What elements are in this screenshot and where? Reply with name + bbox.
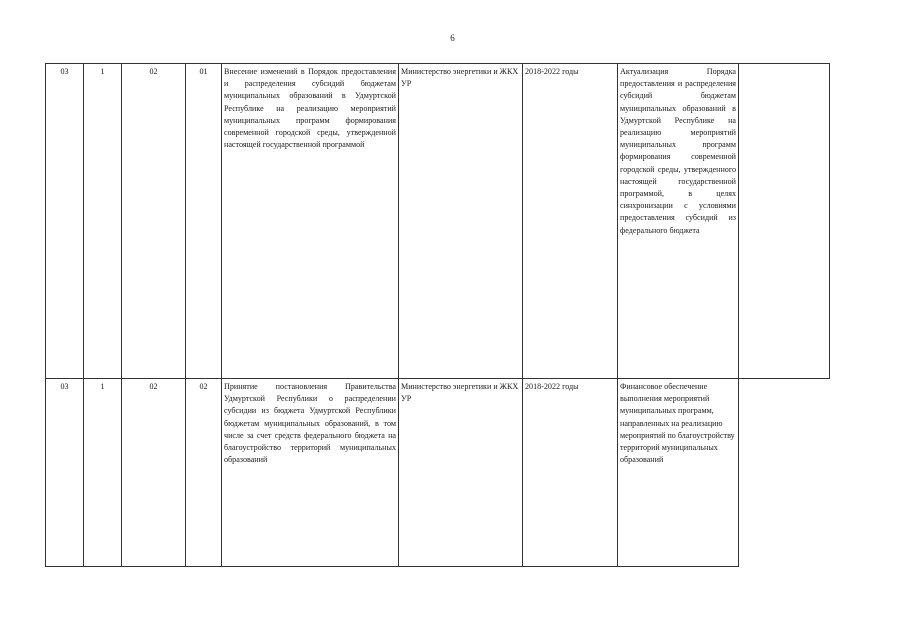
result-cell: Финансовое обеспечение выполнения мероприятий муниципальных программ, направленных на реализацию мероприятий по благоустройству территорий муниципальных образований xyxy=(618,379,739,567)
code-cell: 1 xyxy=(84,379,122,567)
extra-cell xyxy=(739,64,830,379)
page-number: 6 xyxy=(450,33,455,43)
code-cell: 02 xyxy=(122,64,186,379)
measures-table xyxy=(45,63,830,567)
extra-cell xyxy=(739,379,830,567)
period-cell: 2018-2022 годы xyxy=(523,64,618,379)
code-cell: 03 xyxy=(46,64,84,379)
measure-cell: Принятие постановления Правительства Удмуртской Республики о распределении субсидии из бюджета Удмуртской Республики бюджетам муниципальных образований, в том числе за счет средств федерального бюджета на благоустройство территорий муниципальных образований xyxy=(222,379,399,567)
period-cell: 2018-2022 годы xyxy=(523,379,618,567)
code-cell: 02 xyxy=(186,379,222,567)
result-cell: Актуализация Порядка предоставления и распределения субсидий бюджетам муниципальных образований в Удмуртской Республике на реализацию мероприятий муниципальных программ формирования современной городской среды, утвержденного настоящей государственной программой, в целях синхронизации с условиями предоставления субсидий из федерального бюджета xyxy=(618,64,739,379)
table-row xyxy=(46,64,830,379)
code-cell: 02 xyxy=(122,379,186,567)
executor-cell: Министерство энергетики и ЖКХ УР xyxy=(399,379,523,567)
executor-cell: Министерство энергетики и ЖКХ УР xyxy=(399,64,523,379)
table-row xyxy=(46,379,830,567)
measure-cell: Внесение изменений в Порядок предоставления и распределения субсидий бюджетам муниципальных образований в Удмуртской Республике на реализацию мероприятий муниципальных программ формирования современной городской среды, утвержденной настоящей государственной программой xyxy=(222,64,399,379)
code-cell: 03 xyxy=(46,379,84,567)
code-cell: 1 xyxy=(84,64,122,379)
code-cell: 01 xyxy=(186,64,222,379)
